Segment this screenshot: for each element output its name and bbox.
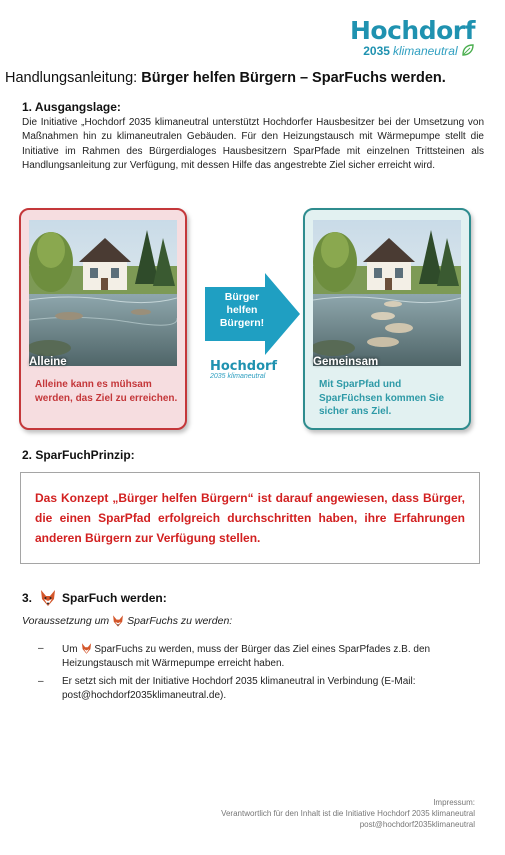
card-together <box>303 208 471 430</box>
intro-after: SparFuchs zu werden: <box>127 615 233 627</box>
section-3-intro <box>22 614 232 628</box>
footer-line-1: Impressum: <box>433 798 475 807</box>
arrow-line-1: Bürger <box>224 291 260 303</box>
logo-year: 2035 <box>363 44 390 58</box>
list-item-text: Er setzt sich mit der Initiative Hochdorf 2035 klimaneutral in Verbindung (E-Mail: post@hochdorf2035klimaneutral.de). <box>62 676 416 701</box>
bullet-1-after: SparFuchs zu werden, muss der Bürger das Ziel eines SparPfades z.B. den Heizungstausch mit Wärmepumpe erreicht haben. <box>62 644 431 669</box>
logo-small-sub: klimaneutral <box>227 373 266 380</box>
arrow-line-3: Bürgern! <box>219 317 265 329</box>
list-item <box>38 642 478 671</box>
principle-text: Das Konzept „Bürger helfen Bürgern“ ist darauf angewiesen, dass Bürger, die einen SparPfad erfolgreich durchschritten haben, ihre Erfahrungen anderen Bürgern zur Verfügung stellen. <box>35 491 465 545</box>
section-1-text: Die Initiative „Hochdorf 2035 klimaneutral unterstützt Hochdorfer Hausbesitzer bei der Umsetzung von Maßnahmen hin zu klimaneutralen Gebäuden. Für den Heizungstausch mit Wärmepumpe stellt die Initiative im Rahmen des Bürgerdialoges Hausbesitzern SparPfade mit einzelnen Trittsteinen als Handlungsanleitung zur Verfügung, mit dessen Hilfe das angestrebte Ziel sicher erreicht wird. <box>22 117 484 172</box>
helper-arrow <box>205 273 300 355</box>
list-item-text <box>62 642 478 671</box>
house-scene-image <box>29 220 177 366</box>
section-3-number: 3. <box>22 591 33 605</box>
list-dash: – <box>38 643 44 654</box>
list-dash: – <box>38 676 44 687</box>
hochdorf-logo <box>350 18 475 58</box>
card-text-alone: Alleine kann es mühsam werden, das Ziel zu erreichen. <box>35 379 178 404</box>
house-scene-stepping-stones-image <box>313 220 461 366</box>
footer-line-2: Verantwortlich für den Inhalt ist die Initiative Hochdorf 2035 klimaneutral <box>221 809 475 818</box>
card-text-together: Mit SparPfad und SparFüchsen kommen Sie sicher ans Ziel. <box>319 379 445 417</box>
fox-icon <box>111 614 125 628</box>
logo-word: Hochdorf <box>350 16 475 45</box>
leaf-icon <box>461 43 475 57</box>
logo-sub-text: klimaneutral <box>392 44 458 58</box>
principle-box <box>20 472 480 564</box>
section-1-heading: 1. Ausgangslage: <box>22 100 121 114</box>
logo-small-year: 2035 <box>210 373 226 380</box>
logo-small-subline <box>210 373 277 381</box>
requirements-list <box>38 642 478 707</box>
card-alone <box>19 208 187 430</box>
section-2-heading: 2. SparFuchPrinzip: <box>22 448 135 462</box>
title-prefix: Handlungsanleitung: <box>5 70 142 86</box>
card-label-alone: Alleine <box>29 356 67 368</box>
arrow-line-2: helfen <box>226 304 258 316</box>
bullet-1-before: Um <box>62 644 78 655</box>
section-3-heading <box>22 588 167 608</box>
fox-icon <box>38 588 58 608</box>
footer-line-3: post@hochdorf2035klimaneutral <box>359 820 475 829</box>
title-main: Bürger helfen Bürgern – SparFuchs werden. <box>141 70 446 86</box>
document-title <box>5 70 446 86</box>
footer-impressum <box>221 797 475 830</box>
logo-subline <box>350 43 475 58</box>
section-3-title: SparFuch werden: <box>62 591 167 605</box>
list-item <box>38 675 478 703</box>
arrow-text <box>211 291 273 330</box>
card-label-together: Gemeinsam <box>313 356 379 368</box>
logo-small-word: Hochdorf <box>210 359 278 374</box>
hochdorf-logo-small <box>210 360 277 381</box>
fox-icon <box>80 642 93 655</box>
intro-before: Voraussetzung um <box>22 615 110 627</box>
